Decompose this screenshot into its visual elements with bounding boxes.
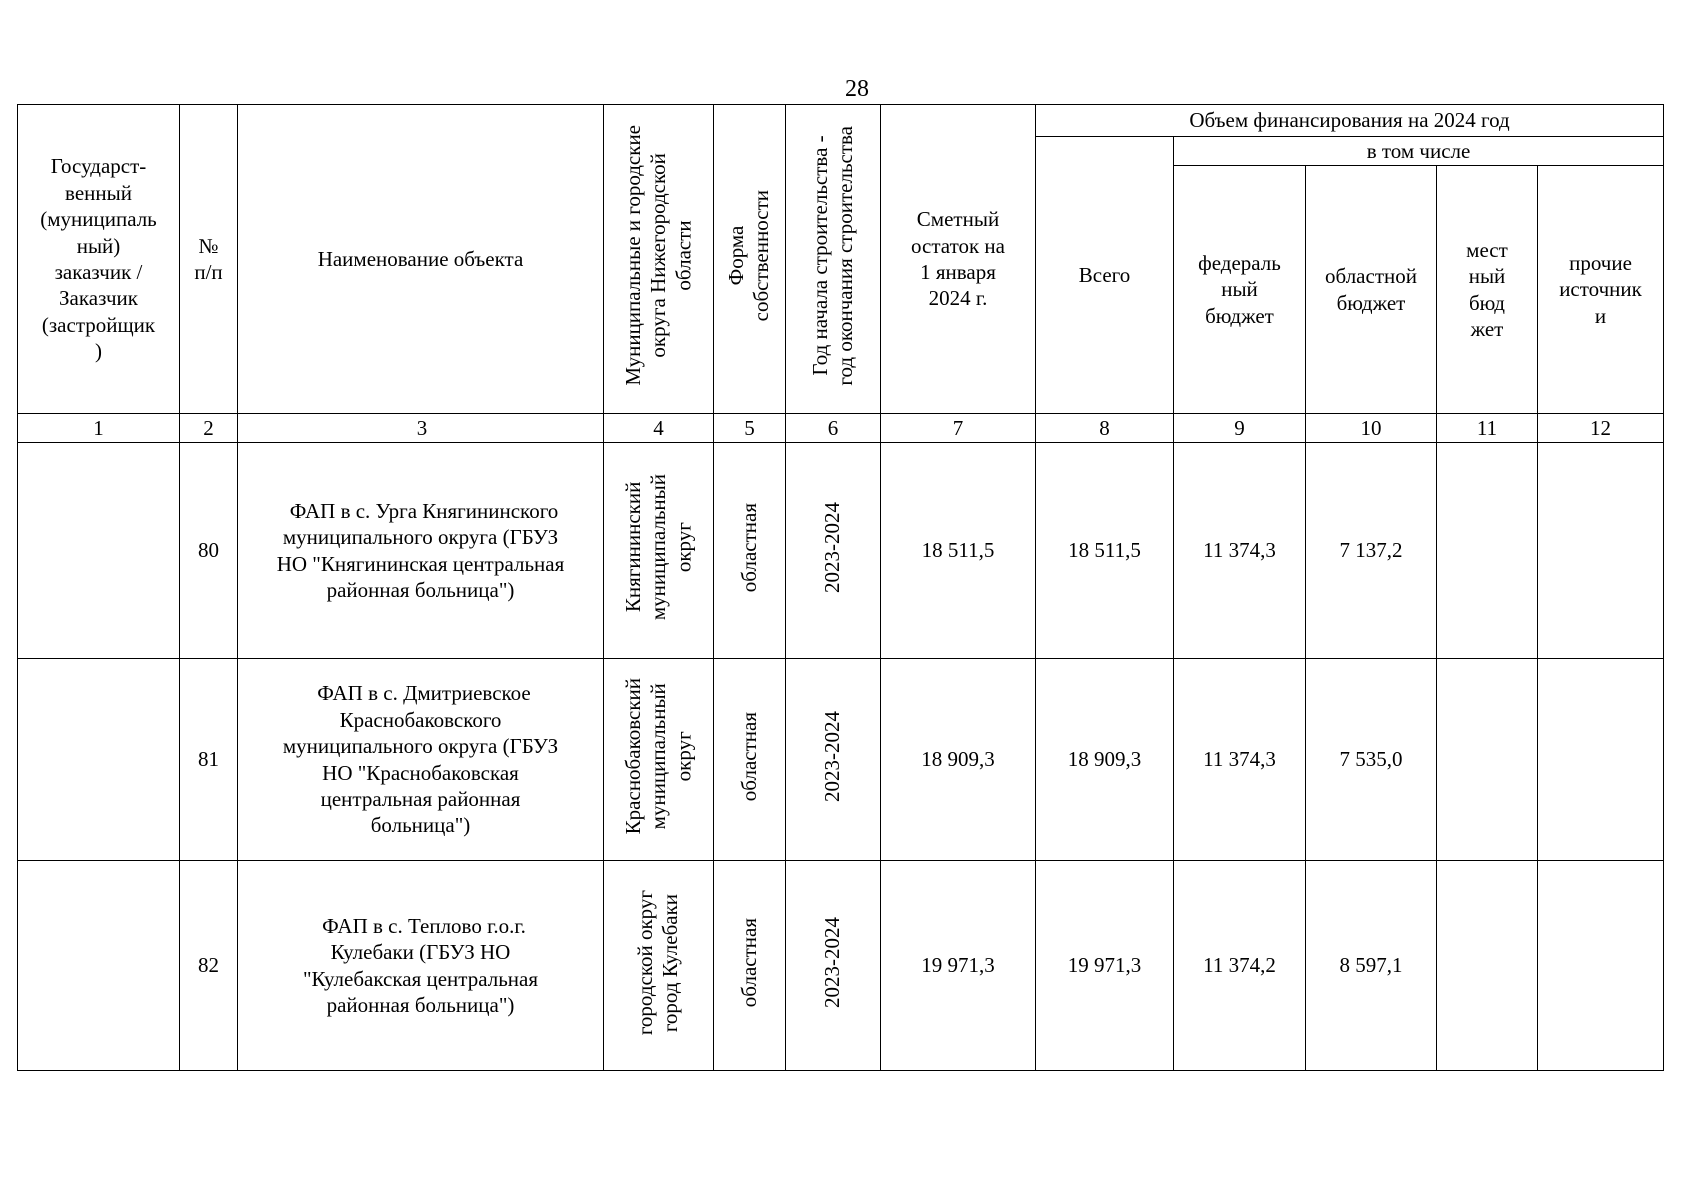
text-line: заказчик / — [54, 260, 143, 284]
municipality-text — [633, 890, 683, 1035]
text-line: ФАП в с. Урга Княгининского — [289, 498, 559, 523]
text-line: мест — [1466, 237, 1508, 262]
other-cell — [1538, 659, 1664, 861]
customer-header-text — [21, 153, 176, 365]
text-line: больница") — [370, 813, 471, 838]
object-name-cell — [238, 659, 604, 861]
text-line: ный) — [76, 233, 121, 258]
column-number: 4 — [604, 414, 714, 443]
column-number: 9 — [1174, 414, 1306, 443]
other-cell — [1538, 443, 1664, 659]
text-line: Форма — [724, 225, 749, 286]
text-line: Год начала строительства - — [807, 135, 832, 376]
ownership-text: областная — [736, 711, 761, 801]
text-line: бюджет — [1336, 290, 1406, 315]
text-line: 2024 г. — [928, 286, 988, 311]
total-cell: 19 971,3 — [1036, 861, 1174, 1071]
text-line: бюд — [1469, 290, 1505, 315]
column-number: 1 — [18, 414, 180, 443]
text-line: п/п — [194, 260, 223, 284]
column-number: 3 — [238, 414, 604, 443]
estimated-balance-cell: 19 971,3 — [881, 861, 1036, 1071]
text-line: Краснобаковский — [620, 678, 645, 835]
regional-cell: 7 137,2 — [1306, 443, 1437, 659]
years-text: 2023-2024 — [820, 710, 845, 802]
customer-cell — [18, 659, 180, 861]
text-line: областной — [1325, 264, 1417, 289]
text-line: районная больница") — [326, 992, 515, 1017]
local-cell — [1437, 861, 1538, 1071]
object-name-text — [241, 913, 600, 1019]
municipality-cell — [604, 443, 714, 659]
text-line: 1 января — [920, 260, 996, 284]
page-number: 28 — [845, 76, 869, 102]
years-cell — [786, 659, 881, 861]
text-line: округа Нижегородской — [645, 153, 670, 358]
text-line: Княгининский — [620, 482, 645, 613]
regional-cell: 7 535,0 — [1306, 659, 1437, 861]
other-cell — [1538, 861, 1664, 1071]
local-header-text — [1440, 237, 1534, 343]
text-line: НО "Краснобаковская — [322, 760, 519, 785]
number-header-text — [183, 233, 234, 286]
other-header — [1538, 166, 1664, 414]
customer-header — [18, 105, 180, 414]
column-number-row — [18, 414, 1664, 443]
text-line: "Кулебакская центральная — [302, 966, 538, 991]
text-line: муниципальный — [645, 474, 670, 621]
text-line: округ — [671, 731, 696, 782]
total-cell: 18 909,3 — [1036, 659, 1174, 861]
text-line: Сметный — [916, 207, 1000, 232]
text-line: ФАП в с. Дмитриевское — [317, 681, 531, 706]
number-cell: 81 — [180, 659, 238, 861]
text-line: Муниципальные и городские — [620, 125, 645, 387]
federal-cell: 11 374,3 — [1174, 443, 1306, 659]
ownership-text: областная — [736, 502, 761, 592]
ownership-text: областная — [736, 917, 761, 1007]
ownership-cell — [714, 659, 786, 861]
text-line: и — [1594, 303, 1607, 328]
object-name-cell — [238, 443, 604, 659]
text-line: муниципальный — [645, 683, 670, 830]
federal-header-text — [1177, 250, 1302, 329]
including-header — [1174, 137, 1664, 166]
municipality-header — [604, 105, 714, 414]
estimated-balance-header-text — [884, 206, 1032, 312]
header-row-1 — [18, 105, 1664, 137]
including-header-text: в том числе — [1366, 138, 1471, 163]
text-line: муниципального округа (ГБУЗ — [282, 734, 559, 759]
column-number: 11 — [1437, 414, 1538, 443]
number-header — [180, 105, 238, 414]
federal-header — [1174, 166, 1306, 414]
text-line: город Кулебаки — [658, 893, 683, 1032]
text-line: венный — [65, 180, 132, 205]
text-line: Государст- — [50, 154, 147, 179]
years-text: 2023-2024 — [820, 916, 845, 1008]
text-line: муниципального округа (ГБУЗ — [282, 525, 559, 550]
object-name-header-text: Наименование объекта — [317, 246, 524, 271]
text-line: год окончания строительства — [833, 125, 857, 386]
text-line: № — [198, 233, 219, 258]
text-line: Краснобаковского — [339, 707, 502, 732]
federal-cell: 11 374,3 — [1174, 659, 1306, 861]
municipality-cell — [604, 659, 714, 861]
customer-cell — [18, 443, 180, 659]
column-number: 5 — [714, 414, 786, 443]
local-cell — [1437, 443, 1538, 659]
total-cell: 18 511,5 — [1036, 443, 1174, 659]
text-line: ный — [1468, 264, 1506, 289]
text-line: Заказчик — [59, 286, 138, 311]
text-line: центральная районная — [320, 786, 521, 811]
text-line: источник — [1559, 277, 1642, 302]
customer-cell — [18, 861, 180, 1071]
object-name-text — [241, 680, 600, 839]
column-number: 7 — [881, 414, 1036, 443]
column-number: 2 — [180, 414, 238, 443]
column-number: 8 — [1036, 414, 1174, 443]
object-name-cell — [238, 861, 604, 1071]
number-cell: 80 — [180, 443, 238, 659]
years-text: 2023-2024 — [820, 501, 845, 593]
text-line: округ — [671, 522, 696, 573]
ownership-header — [714, 105, 786, 414]
estimated-balance-cell: 18 909,3 — [881, 659, 1036, 861]
funding-header — [1036, 105, 1664, 137]
text-line: федераль — [1198, 250, 1281, 275]
construction-funding-table — [17, 104, 1664, 1071]
text-line: (застройщик — [41, 312, 156, 337]
text-line: бюджет — [1205, 303, 1274, 328]
regional-header — [1306, 166, 1437, 414]
years-cell — [786, 443, 881, 659]
municipality-text — [621, 678, 697, 834]
regional-cell: 8 597,1 — [1306, 861, 1437, 1071]
text-line: Кулебаки (ГБУЗ НО — [330, 940, 511, 965]
object-name-text — [241, 498, 600, 604]
municipality-text — [621, 474, 697, 620]
funding-header-text: Объем финансирования на 2024 год — [1189, 108, 1510, 133]
estimated-balance-header — [881, 105, 1036, 414]
table-row — [18, 861, 1664, 1071]
municipality-header-text — [621, 125, 697, 386]
total-header-text: Всего — [1078, 262, 1131, 287]
federal-cell: 11 374,2 — [1174, 861, 1306, 1071]
text-line: районная больница") — [326, 577, 515, 602]
ownership-cell — [714, 443, 786, 659]
years-cell — [786, 861, 881, 1071]
total-header — [1036, 137, 1174, 414]
number-cell: 82 — [180, 861, 238, 1071]
text-line: ный — [1221, 277, 1258, 302]
ownership-cell — [714, 861, 786, 1071]
text-line: собственности — [749, 190, 774, 322]
column-number: 6 — [786, 414, 881, 443]
column-number: 12 — [1538, 414, 1664, 443]
other-header-text — [1541, 250, 1660, 329]
text-line: НО "Княгининская центральная — [276, 551, 565, 576]
text-line: прочие — [1569, 250, 1632, 275]
regional-header-text — [1309, 263, 1433, 316]
table-row — [18, 443, 1664, 659]
text-line: ) — [95, 339, 102, 364]
ownership-header-text — [724, 190, 774, 321]
years-header-text — [808, 126, 858, 386]
text-line: ФАП в с. Теплово г.о.г. — [322, 913, 526, 938]
table-row — [18, 659, 1664, 861]
local-cell — [1437, 659, 1538, 861]
municipality-cell — [604, 861, 714, 1071]
text-line: (муниципаль — [40, 207, 157, 232]
text-line: жет — [1470, 316, 1504, 341]
estimated-balance-cell: 18 511,5 — [881, 443, 1036, 659]
text-line: городской округ — [633, 889, 658, 1035]
object-name-header — [238, 105, 604, 414]
local-header — [1437, 166, 1538, 414]
column-number: 10 — [1306, 414, 1437, 443]
text-line: области — [671, 220, 696, 291]
text-line: остаток на — [911, 233, 1005, 258]
years-header — [786, 105, 881, 414]
